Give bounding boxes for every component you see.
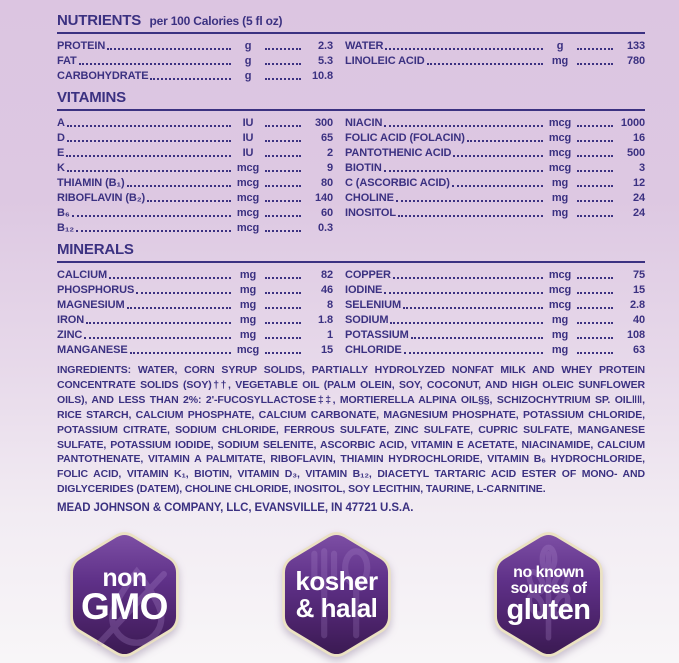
- nutrient-unit: mcg: [548, 269, 572, 281]
- nutrient-name: MAGNESIUM: [57, 299, 125, 311]
- nutrient-name: D: [57, 132, 65, 144]
- badge-line: kosher: [295, 565, 378, 596]
- dot-leader: [265, 170, 301, 172]
- nutrient-row: [345, 159, 645, 174]
- nutrient-name: A: [57, 117, 65, 129]
- dot-leader: [577, 292, 613, 294]
- dot-leader: [577, 307, 613, 309]
- nutrient-value: 3: [638, 162, 645, 174]
- nutrient-value: 15: [320, 344, 333, 356]
- dot-leader: [127, 307, 231, 309]
- nutrients-title: NUTRIENTS: [57, 12, 142, 29]
- vitamins-columns: [57, 114, 645, 234]
- vitamins-section: [57, 89, 645, 234]
- dot-leader: [577, 200, 613, 202]
- badge-line: gluten: [506, 594, 591, 626]
- nutrient-row: [57, 129, 333, 144]
- kosher-halal-badge: [275, 531, 398, 658]
- nutrient-value: 780: [626, 55, 645, 67]
- nutrient-value: 80: [320, 177, 333, 189]
- nutrient-value: 133: [626, 40, 645, 52]
- nutrient-value: 300: [314, 117, 333, 129]
- dot-leader: [403, 307, 543, 309]
- nutrient-unit: g: [556, 40, 564, 52]
- nutrient-unit: g: [244, 70, 252, 82]
- vitamins-title: VITAMINS: [57, 89, 126, 106]
- nutrients-section: [57, 12, 645, 82]
- nutrient-unit: mg: [239, 329, 257, 341]
- nutrient-value: 10.8: [311, 70, 333, 82]
- nutrient-value: 8: [326, 299, 333, 311]
- dot-leader: [390, 322, 543, 324]
- dot-leader: [76, 230, 231, 232]
- vitamins-left-column: [57, 114, 333, 234]
- nutrients-header: [57, 12, 645, 34]
- nutrient-name: SODIUM: [345, 314, 389, 326]
- dot-leader: [411, 337, 543, 339]
- nutrient-unit: mg: [239, 269, 257, 281]
- dot-leader: [577, 352, 613, 354]
- nutrient-unit: mcg: [236, 162, 260, 174]
- nutrient-unit: mcg: [548, 284, 572, 296]
- dot-leader: [577, 48, 613, 50]
- nutrients-right-column: [345, 37, 645, 82]
- nutrient-value: 24: [632, 192, 645, 204]
- dot-leader: [67, 170, 231, 172]
- nutrient-value: 2.8: [630, 299, 645, 311]
- dot-leader: [398, 215, 543, 217]
- dot-leader: [86, 322, 231, 324]
- dot-leader: [136, 292, 231, 294]
- dot-leader: [427, 63, 543, 65]
- nutrient-name: NIACIN: [345, 117, 383, 129]
- nutrient-value: 2: [326, 147, 333, 159]
- dot-leader: [452, 185, 543, 187]
- nutrient-row: [345, 129, 645, 144]
- nutrient-row: [57, 311, 333, 326]
- dot-leader: [467, 140, 543, 142]
- nutrient-name: COPPER: [345, 269, 391, 281]
- nutrient-unit: mg: [551, 55, 569, 67]
- minerals-columns: [57, 266, 645, 356]
- nutrient-row: [57, 159, 333, 174]
- ingredients-text: WATER, CORN SYRUP SOLIDS, PARTIALLY HYDROLYZED NONFAT MILK AND WHEY PROTEIN CONCENTRATE SOLIDS (SOY)††, VEGETABLE OIL (PALM OLEIN, SOY, COCONUT, AND HIGH OLEIC SUNFLOWER OILS), AND LESS THAN 2%: 2'-FUCOSYLLACTOSE‡‡, MORTIERELLA ALPINA OIL§§, SCHIZOCHYTRIUM SP. OIL‖‖, RICE STARCH, CALCIUM PHOSPHATE, CALCIUM CARBONATE, MAGNESIUM PHOSPHATE, POTASSIUM CHLORIDE, POTASSIUM CITRATE, SODIUM CHLORIDE, FERROUS SULFATE, ZINC SULFATE, CUPRIC SULFATE, MANGANESE SULFATE, POTASSIUM IODIDE, SODIUM SELENITE, ASCORBIC ACID, VITAMIN E ACETATE, NIACINAMIDE, CALCIUM PANTOTHENATE, VITAMIN A PALMITATE, RIBOFLAVIN, THIAMIN HYDROCHLORIDE, VITAMIN B₆ HYDROCHLORIDE, FOLIC ACID, VITAMIN K₁, BIOTIN, VITAMIN D₃, VITAMIN B₁₂, DIACETYL TARTARIC ACID ESTER OF MONO- AND DIGLYCERIDES (DATEM), CHOLINE CHLORIDE, INOSITOL, SOY LECITHIN, TAURINE, L-CARNITINE.: [57, 364, 645, 496]
- dot-leader: [265, 140, 301, 142]
- nutrient-unit: mcg: [548, 162, 572, 174]
- nutrient-name: MANGANESE: [57, 344, 128, 356]
- nutrient-row: [345, 326, 645, 341]
- badge-line: non: [102, 563, 147, 592]
- minerals-right-column: [345, 266, 645, 356]
- nutrient-row: [57, 341, 333, 356]
- nutrient-row: [57, 174, 333, 189]
- minerals-title: MINERALS: [57, 241, 134, 258]
- nutrient-row: [345, 341, 645, 356]
- dot-leader: [72, 215, 231, 217]
- dot-leader: [265, 322, 301, 324]
- nutrient-row: [57, 144, 333, 159]
- dot-leader: [109, 277, 231, 279]
- nutrient-value: 16: [632, 132, 645, 144]
- nutrient-row: [345, 189, 645, 204]
- nutrient-row: [57, 37, 333, 52]
- nutrient-value: 108: [626, 329, 645, 341]
- gluten-free-badge: [487, 531, 610, 658]
- dot-leader: [265, 352, 301, 354]
- nutrient-name: E: [57, 147, 65, 159]
- nutrient-row: [345, 114, 645, 129]
- minerals-header: [57, 241, 645, 263]
- nutrient-unit: mg: [551, 329, 569, 341]
- dot-leader: [84, 337, 231, 339]
- nutrient-unit: mg: [239, 314, 257, 326]
- dot-leader: [404, 352, 543, 354]
- nutrient-row: [345, 37, 645, 52]
- nutrient-name: CARBOHYDRATE: [57, 70, 149, 82]
- nutrient-row: [345, 204, 645, 219]
- nutrients-subtitle: per 100 Calories (5 fl oz): [149, 14, 283, 28]
- nutrient-name: PROTEIN: [57, 40, 106, 52]
- certification-badges: [63, 531, 610, 658]
- nutrient-value: 82: [320, 269, 333, 281]
- dot-leader: [577, 140, 613, 142]
- dot-leader: [577, 63, 613, 65]
- nutrient-row: [345, 296, 645, 311]
- nutrient-value: 15: [632, 284, 645, 296]
- dot-leader: [577, 155, 613, 157]
- nutrient-value: 9: [326, 162, 333, 174]
- nutrient-value: 1: [326, 329, 333, 341]
- dot-leader: [265, 63, 301, 65]
- nutrient-name: PANTOTHENIC ACID: [345, 147, 452, 159]
- nutrient-value: 2.3: [318, 40, 333, 52]
- nutrient-row: [57, 281, 333, 296]
- dot-leader: [265, 155, 301, 157]
- dot-leader: [67, 125, 231, 127]
- dot-leader: [265, 185, 301, 187]
- nutrient-unit: mcg: [548, 147, 572, 159]
- nutrient-row: [57, 52, 333, 67]
- nutrient-unit: mg: [551, 314, 569, 326]
- nutrient-row: [345, 144, 645, 159]
- dot-leader: [265, 48, 301, 50]
- dot-leader: [577, 170, 613, 172]
- nutrient-name: ZINC: [57, 329, 83, 341]
- nutrient-name: INOSITOL: [345, 207, 396, 219]
- dot-leader: [265, 292, 301, 294]
- dot-leader: [107, 48, 231, 50]
- nutrient-value: 75: [632, 269, 645, 281]
- nutrient-row: [345, 281, 645, 296]
- dot-leader: [150, 78, 231, 80]
- nutrient-row: [345, 174, 645, 189]
- nutrient-name: B₆: [57, 207, 70, 219]
- dot-leader: [265, 125, 301, 127]
- nutrient-unit: mg: [239, 299, 257, 311]
- vitamins-header: [57, 89, 645, 111]
- nutrient-unit: mcg: [548, 299, 572, 311]
- nutrient-unit: mg: [551, 207, 569, 219]
- nutrient-row: [57, 114, 333, 129]
- dot-leader: [147, 200, 231, 202]
- nutrient-value: 12: [632, 177, 645, 189]
- nutrient-name: CHLORIDE: [345, 344, 402, 356]
- dot-leader: [265, 337, 301, 339]
- nutrient-unit: mg: [239, 284, 257, 296]
- nutrient-unit: mcg: [236, 192, 260, 204]
- nutrient-row: [57, 326, 333, 341]
- nutrient-row: [57, 296, 333, 311]
- dot-leader: [384, 170, 543, 172]
- nutrient-row: [345, 52, 645, 67]
- nutrient-value: 1.8: [318, 314, 333, 326]
- dot-leader: [130, 352, 231, 354]
- ingredients-paragraph: [57, 363, 645, 497]
- dot-leader: [265, 200, 301, 202]
- nutrient-name: RIBOFLAVIN (B₂): [57, 192, 146, 204]
- dot-leader: [66, 155, 231, 157]
- nutrient-value: 40: [632, 314, 645, 326]
- nutrient-unit: mg: [551, 192, 569, 204]
- badge-line: & halal: [295, 592, 378, 623]
- nutrient-unit: mcg: [236, 207, 260, 219]
- dot-leader: [577, 322, 613, 324]
- nutrient-value: 0.3: [318, 222, 333, 234]
- nutrient-unit: mg: [551, 177, 569, 189]
- nutrient-unit: mcg: [548, 132, 572, 144]
- badge-line: GMO: [81, 585, 168, 627]
- non-gmo-badge: [63, 531, 186, 658]
- nutrition-panel: [57, 12, 645, 514]
- dot-leader: [577, 337, 613, 339]
- dot-leader: [453, 155, 543, 157]
- nutrient-row: [57, 266, 333, 281]
- manufacturer-line: MEAD JOHNSON & COMPANY, LLC, EVANSVILLE, IN 47721 U.S.A.: [57, 502, 414, 515]
- nutrient-row: [345, 311, 645, 326]
- nutrient-name: CALCIUM: [57, 269, 108, 281]
- dot-leader: [265, 307, 301, 309]
- dot-leader: [577, 215, 613, 217]
- nutrient-row: [57, 204, 333, 219]
- nutrient-value: 63: [632, 344, 645, 356]
- dot-leader: [577, 125, 613, 127]
- minerals-section: [57, 241, 645, 356]
- nutrient-unit: mcg: [236, 177, 260, 189]
- dot-leader: [67, 140, 231, 142]
- dot-leader: [265, 78, 301, 80]
- nutrient-name: IODINE: [345, 284, 383, 296]
- nutrients-columns: [57, 37, 645, 82]
- gluten-free-badge-text: [487, 531, 610, 658]
- minerals-left-column: [57, 266, 333, 356]
- nutrient-row: [57, 219, 333, 234]
- nutrient-row: [345, 266, 645, 281]
- dot-leader: [396, 200, 543, 202]
- nutrient-unit: mcg: [236, 222, 260, 234]
- non-gmo-badge-text: [63, 531, 186, 658]
- dot-leader: [577, 185, 613, 187]
- badge-line: no known: [513, 564, 584, 581]
- dot-leader: [393, 277, 543, 279]
- nutrient-unit: mcg: [236, 344, 260, 356]
- dot-leader: [127, 185, 231, 187]
- nutrient-name: SELENIUM: [345, 299, 402, 311]
- nutrient-value: 500: [626, 147, 645, 159]
- nutrient-unit: mg: [551, 344, 569, 356]
- nutrient-name: FAT: [57, 55, 77, 67]
- nutrient-unit: IU: [242, 147, 254, 159]
- nutrient-name: THIAMIN (B₁): [57, 177, 125, 189]
- nutrient-value: 140: [314, 192, 333, 204]
- dot-leader: [265, 215, 301, 217]
- nutrient-value: 60: [320, 207, 333, 219]
- nutrient-unit: g: [244, 55, 252, 67]
- vitamins-right-column: [345, 114, 645, 234]
- dot-leader: [265, 277, 301, 279]
- nutrient-unit: IU: [242, 132, 254, 144]
- nutrient-name: IRON: [57, 314, 85, 326]
- nutrient-name: LINOLEIC ACID: [345, 55, 425, 67]
- nutrient-value: 5.3: [318, 55, 333, 67]
- dot-leader: [577, 277, 613, 279]
- nutrient-unit: IU: [242, 117, 254, 129]
- nutrient-name: CHOLINE: [345, 192, 394, 204]
- ingredients-label: INGREDIENTS:: [57, 364, 132, 376]
- nutrient-name: BIOTIN: [345, 162, 382, 174]
- nutrient-value: 24: [632, 207, 645, 219]
- nutrient-row: [57, 67, 333, 82]
- nutrient-name: POTASSIUM: [345, 329, 409, 341]
- nutrients-left-column: [57, 37, 333, 82]
- nutrient-name: FOLIC ACID (FOLACIN): [345, 132, 465, 144]
- dot-leader: [385, 48, 543, 50]
- nutrient-value: 65: [320, 132, 333, 144]
- nutrient-unit: mcg: [548, 117, 572, 129]
- dot-leader: [79, 63, 231, 65]
- badge-line: sources of: [510, 580, 587, 597]
- nutrient-unit: g: [244, 40, 252, 52]
- dot-leader: [384, 125, 543, 127]
- nutrient-name: C (ASCORBIC ACID): [345, 177, 450, 189]
- nutrient-value: 46: [320, 284, 333, 296]
- nutrient-name: PHOSPHORUS: [57, 284, 135, 296]
- nutrient-row: [57, 189, 333, 204]
- nutrient-name: K: [57, 162, 65, 174]
- kosher-halal-badge-text: [275, 531, 398, 658]
- nutrient-value: 1000: [620, 117, 645, 129]
- dot-leader: [384, 292, 543, 294]
- nutrient-name: WATER: [345, 40, 384, 52]
- nutrient-name: B₁₂: [57, 222, 75, 234]
- dot-leader: [265, 230, 301, 232]
